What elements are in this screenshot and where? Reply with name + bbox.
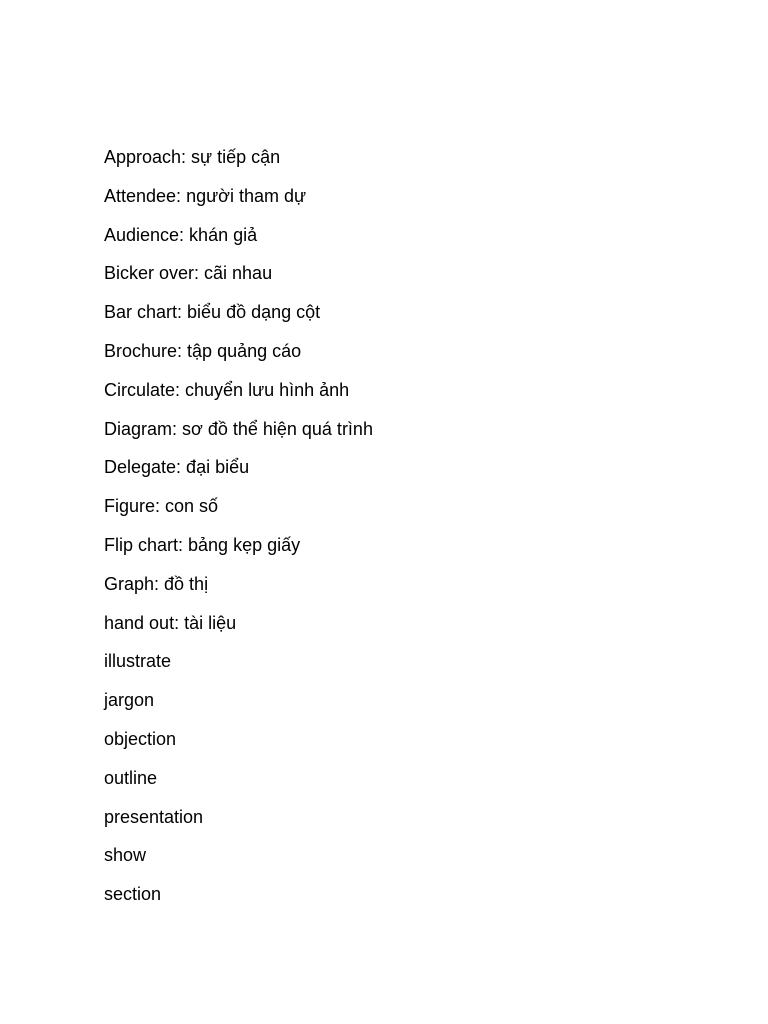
vocab-line: Bar chart: biểu đồ dạng cột (104, 302, 321, 323)
vocab-line: objection (104, 728, 177, 749)
vocab-line: Flip chart: bảng kẹp giấy (104, 534, 301, 555)
vocabulary-list (104, 145, 373, 921)
vocab-line: Delegate: đại biểu (104, 457, 250, 478)
vocab-line: Circulate: chuyển lưu hình ảnh (104, 379, 350, 400)
vocab-line: Brochure: tập quảng cáo (104, 340, 302, 361)
vocab-line: illustrate (104, 651, 172, 672)
vocab-line: hand out: tài liệu (104, 612, 237, 633)
vocab-line: Audience: khán giả (104, 224, 258, 245)
vocab-line: Diagram: sơ đồ thể hiện quá trình (104, 418, 373, 439)
vocab-line: section (104, 884, 162, 905)
vocab-line: presentation (104, 806, 204, 827)
vocab-line: Attendee: người tham dự (104, 185, 307, 206)
vocab-line: Approach: sự tiếp cận (104, 147, 281, 167)
vocab-line: outline (104, 767, 158, 788)
vocab-line: jargon (104, 690, 155, 711)
vocab-line: Graph: đồ thị (104, 573, 209, 594)
vocab-line: Figure: con số (104, 496, 219, 517)
vocab-line: show (104, 845, 147, 866)
vocab-line: Bicker over: cãi nhau (104, 263, 273, 284)
